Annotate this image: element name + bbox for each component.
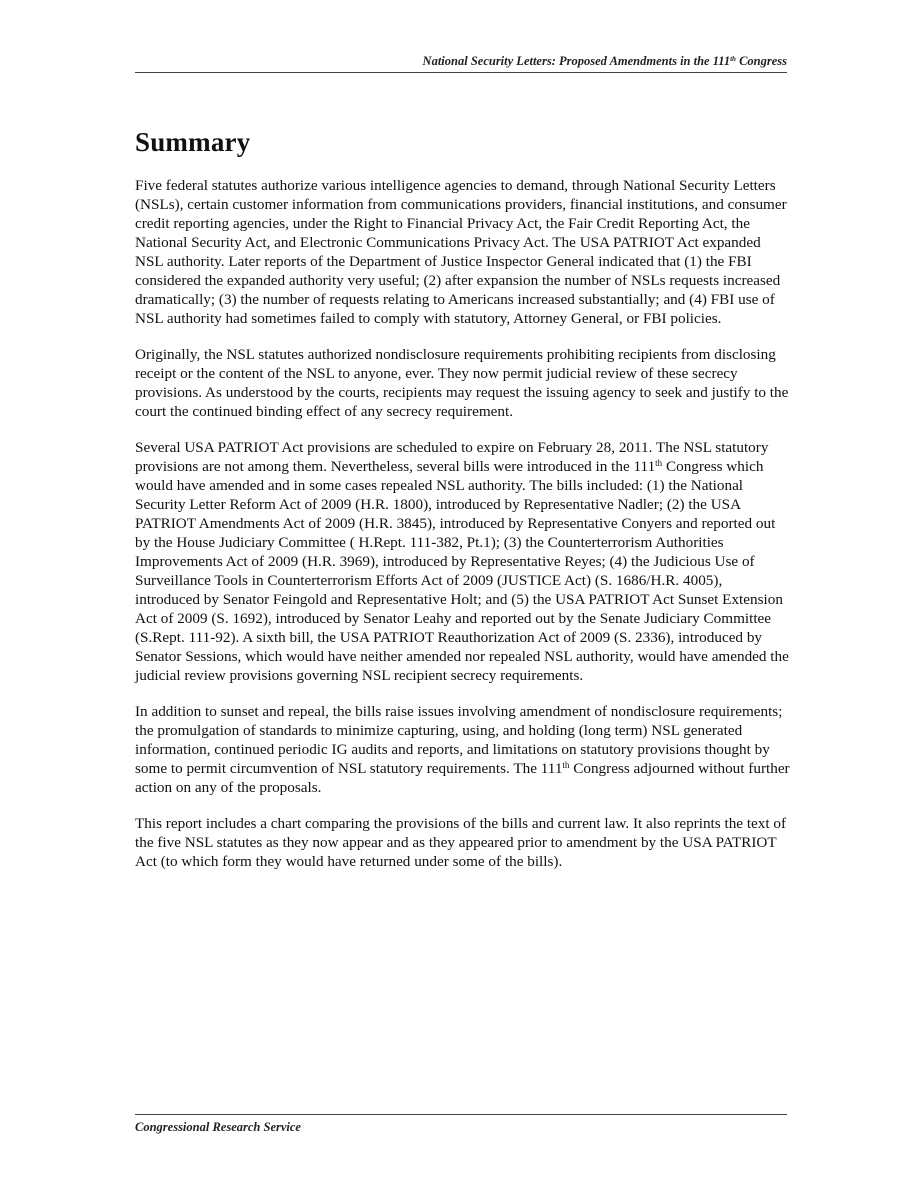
- running-header: [135, 54, 787, 69]
- paragraph-3-part-1: Several USA PATRIOT Act provisions are scheduled to expire on February 28, 2011. The NSL statutory provisions are not among them. Nevertheless, several bills were introduced in the 111: [135, 439, 769, 475]
- paragraph-4-part-1: In addition to sunset and repeal, the bills raise issues involving amendment of nondisclosure requirements; the promulgation of standards to minimize capturing, using, and holding (long term) NSL generated information, continued periodic IG audits and reports, and limitations on statutory provisions thought by some to permit circumvention of NSL statutory requirements. The 111: [135, 703, 783, 777]
- paragraph-3-superscript: th: [655, 458, 663, 468]
- paragraph-5: This report includes a chart comparing the provisions of the bills and current law. It also reprints the text of the five NSL statutes as they now appear and as they appeared prior to amendment by the USA PATRIOT Act (to which form they would have returned under some of the bills).: [135, 815, 787, 870]
- running-header-superscript: th: [730, 55, 736, 63]
- paragraph-3: [135, 438, 790, 685]
- paragraph-3-part-2: Congress which would have amended and in some cases repealed NSL authority. The bills included: (1) the National Security Letter Reform Act of 2009 (H.R. 1800), introduced by Representative Nadler; (2) the USA PATRIOT Amendments Act of 2009 (H.R. 3845), introduced by Representative Conyers and reported out by the House Judiciary Committee ( H.Rept. 111-382, Pt.1); (3) the Counterterrorism Authorities Improvements Act of 2009 (H.R. 3969), introduced by Representative Reyes; (4) the Judicious Use of Surveillance Tools in Counterterrorism Efforts Act of 2009 (JUSTICE Act) (S. 1686/H.R. 4005), introduced by Senator Feingold and Representative Holt; and (5) the USA PATRIOT Act Sunset Extension Act of 2009 (S. 1692), introduced by Senator Leahy and reported out by the Senate Judiciary Committee (S.Rept. 111-92). A sixth bill, the USA PATRIOT Reauthorization Act of 2009 (S. 2336), introduced by Senator Sessions, which would have neither amended nor repealed NSL authority, would have amended the judicial review provisions governing NSL recipient secrecy requirements.: [135, 458, 789, 684]
- running-header-tail: Congress: [735, 54, 787, 68]
- footer-divider: [135, 1114, 787, 1115]
- header-divider: [135, 72, 787, 73]
- paragraph-4-part-2: Congress adjourned without further action on any of the proposals.: [135, 760, 790, 796]
- summary-body: [135, 176, 790, 888]
- section-title: Summary: [135, 127, 251, 157]
- paragraph-1: Five federal statutes authorize various intelligence agencies to demand, through National Security Letters (NSLs), certain customer information from communications providers, financial institutions, and consumer credit reporting agencies, under the Right to Financial Privacy Act, the Fair Credit Reporting Act, the National Security Act, and Electronic Communications Privacy Act. The USA PATRIOT Act expanded NSL authority. Later reports of the Department of Justice Inspector General indicated that (1) the FBI considered the expanded authority very useful; (2) after expansion the number of NSLs requests increased dramatically; (3) the number of requests relating to Americans increased substantially; and (4) FBI use of NSL authority had sometimes failed to comply with statutory, Attorney General, or FBI policies.: [135, 177, 787, 327]
- running-header-text: National Security Letters: Proposed Amendments in the 111: [422, 54, 731, 68]
- running-footer: Congressional Research Service: [135, 1120, 301, 1134]
- paragraph-4-superscript: th: [562, 760, 570, 770]
- paragraph-2: Originally, the NSL statutes authorized nondisclosure requirements prohibiting recipients from disclosing receipt or the content of the NSL to anyone, ever. They now permit judicial review of these secrecy provisions. As understood by the courts, recipients may request the issuing agency to seek and justify to the court the continued binding effect of any secrecy requirement.: [135, 346, 789, 420]
- paragraph-4: [135, 702, 790, 797]
